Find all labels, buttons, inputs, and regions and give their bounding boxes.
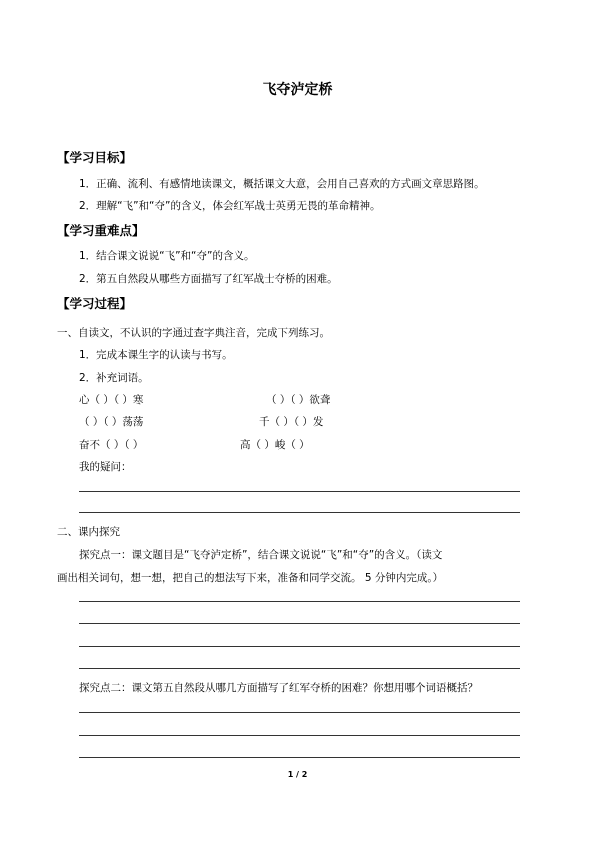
page-title: 飞夺泸定桥 bbox=[262, 82, 333, 98]
answer-line[interactable] bbox=[79, 735, 520, 736]
goals-heading: 【学习目标】 bbox=[57, 150, 133, 165]
answer-line[interactable] bbox=[79, 512, 520, 513]
key-point-item-1: 1．结合课文说说“飞”和“夺”的含义。 bbox=[79, 250, 255, 262]
part1-title: 一、自读文，不认识的字通过查字典注音，完成下列练习。 bbox=[57, 327, 330, 339]
word-blank-2[interactable]: （ ）（ ）欲聋 bbox=[266, 394, 331, 406]
answer-line[interactable] bbox=[79, 601, 520, 602]
goal-item-2: 2．理解“飞”和“夺”的含义，体会红军战士英勇无畏的革命精神。 bbox=[79, 200, 381, 212]
answer-line[interactable] bbox=[79, 668, 520, 669]
part2-title: 二、课内探究 bbox=[57, 526, 120, 538]
key-point-item-2: 2．第五自然段从哪些方面描写了红军战士夺桥的困难。 bbox=[79, 273, 338, 285]
word-blank-5[interactable]: 奋不（ ）（ ） bbox=[79, 439, 144, 451]
part1-item-2: 2．补充词语。 bbox=[79, 372, 149, 384]
answer-line[interactable] bbox=[79, 712, 520, 713]
inquiry-point-1-line-2: 画出相关词句，想一想，把自己的想法写下来，准备和同学交流。 5 分钟内完成。） bbox=[57, 572, 444, 584]
process-heading: 【学习过程】 bbox=[57, 296, 133, 311]
inquiry-point-1-line-1: 探究点一：课文题目是“飞夺泸定桥”，结合课文说说“飞”和“夺”的含义。（读文 bbox=[79, 549, 443, 561]
word-blank-6[interactable]: 高（ ）峻（ ） bbox=[240, 439, 310, 451]
inquiry-point-2: 探究点二：课文第五自然段从哪几方面描写了红军夺桥的困难？你想用哪个词语概括？ bbox=[79, 682, 478, 694]
word-blank-3[interactable]: （ ）（ ）荡荡 bbox=[79, 416, 144, 428]
answer-line[interactable] bbox=[79, 757, 520, 758]
answer-line[interactable] bbox=[79, 623, 520, 624]
goal-item-1: 1．正确、流利、有感情地读课文，概括课文大意，会用自己喜欢的方式画文章思路图。 bbox=[79, 178, 485, 190]
answer-line[interactable] bbox=[79, 646, 520, 647]
answer-line[interactable] bbox=[79, 491, 520, 492]
part1-item-1: 1．完成本课生字的认读与书写。 bbox=[79, 349, 233, 361]
page-number: 1 / 2 bbox=[287, 770, 308, 779]
question-label: 我的疑问： bbox=[79, 461, 132, 473]
key-points-heading: 【学习重难点】 bbox=[57, 223, 145, 238]
word-blank-1[interactable]: 心（ ）（ ）寒 bbox=[79, 394, 144, 406]
word-blank-4[interactable]: 千（ ）（ ）发 bbox=[259, 416, 324, 428]
